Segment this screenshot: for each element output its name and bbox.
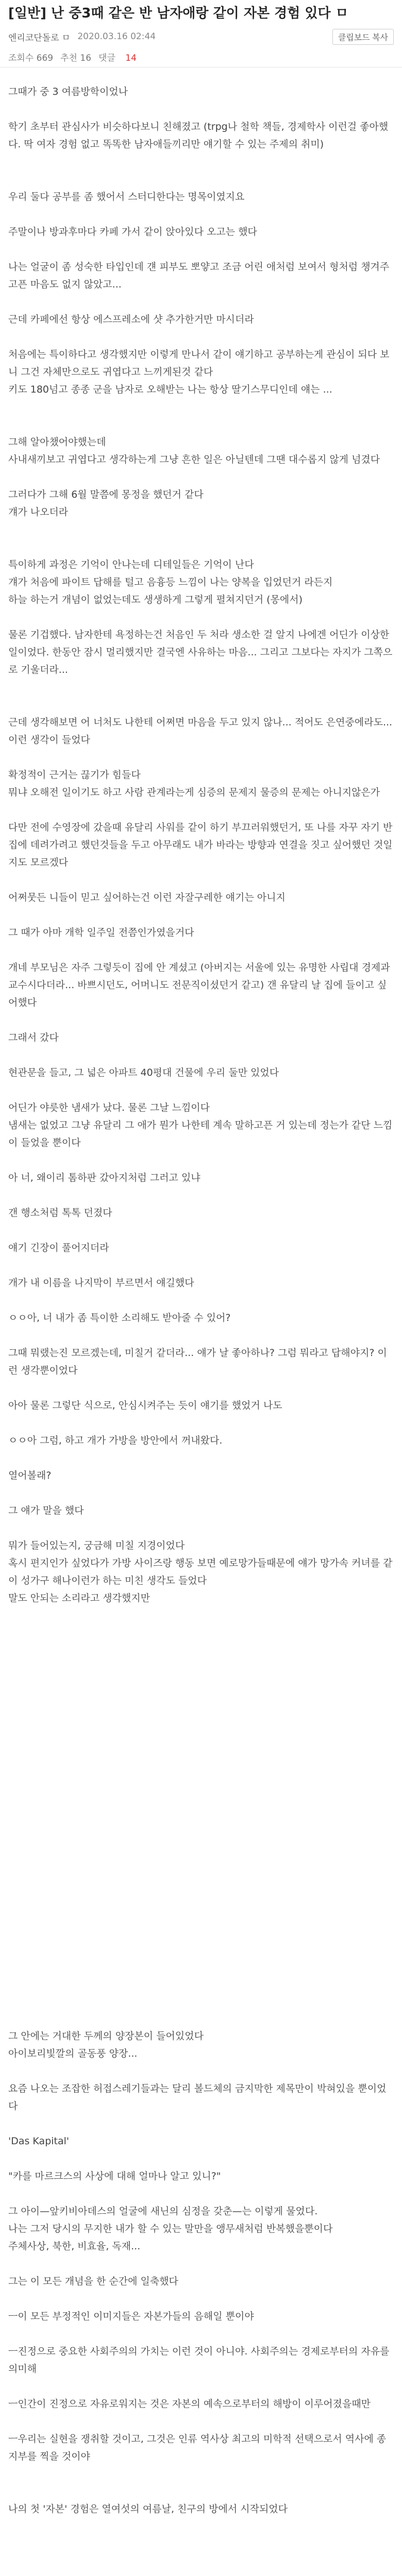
- body-paragraph: [8, 1712, 394, 1730]
- body-paragraph: 그 아이—앞키비아데스의 얼굴에 새닌의 심정을 갖춘—는 이렇게 물었다.: [8, 2206, 318, 2217]
- post-header: [0, 0, 402, 67]
- body-paragraph: [8, 1817, 394, 1835]
- body-paragraph: [8, 941, 394, 959]
- body-paragraph: [8, 1187, 394, 1204]
- body-paragraph: 아 너, 왜이리 톰하판 갔아지처럼 그러고 있냐: [8, 1172, 200, 1183]
- body-paragraph: [8, 1835, 394, 1852]
- body-paragraph: [8, 1765, 394, 1782]
- body-paragraph: 개네 부모님은 자주 그렇듯이 집에 안 계셨고 (아버지는 서울에 있는 유명한 사립대 경제과 교수시다더라... 바쁘시던도, 어머니도 전문직이셨던거 같고) 갠 유달리 날 집에 들이고 싶어했다: [8, 962, 390, 1008]
- body-paragraph: 주말이나 방과후마다 카페 가서 같이 앉아있다 오고는 했다: [8, 226, 257, 238]
- clipboard-copy-button[interactable]: 클립보드 복사: [332, 29, 394, 45]
- body-paragraph: 키도 180넘고 종종 군을 남자로 오해받는 나는 항상 딸기스무디인데 얘는 ...: [8, 384, 332, 395]
- author-name[interactable]: 엔리코단돌로 ㅁ: [8, 32, 71, 43]
- body-paragraph: [8, 1782, 394, 1800]
- body-paragraph: 그는 이 모든 개념을 한 순간에 일축했다: [8, 2276, 178, 2287]
- body-paragraph: [8, 1222, 394, 1239]
- body-paragraph: [8, 1519, 394, 1537]
- body-paragraph: 요즘 나오는 조잡한 허접스레기들과는 달리 볼드체의 금지막한 제목만이 박혀있을 뿐이었다: [8, 2083, 387, 2112]
- body-paragraph: 그해 알아챘어야했는데: [8, 436, 106, 448]
- body-paragraph: [8, 679, 394, 696]
- body-paragraph: [8, 1046, 394, 1064]
- body-paragraph: ㅡ이 모든 부정적인 이미지들은 자본가들의 음해일 뿐이야: [8, 2311, 254, 2322]
- post-date: 2020.03.16 02:44: [77, 31, 156, 42]
- body-paragraph: [8, 1607, 394, 1624]
- body-paragraph: [8, 2290, 394, 2308]
- body-paragraph: [8, 2378, 394, 2395]
- body-paragraph: 나의 첫 '자본' 경험은 열여섯의 여름날, 친구의 방에서 시작되었다: [8, 2503, 288, 2515]
- body-paragraph: 얘기 긴장이 풀어지더라: [8, 1242, 109, 1253]
- body-paragraph: [8, 521, 394, 538]
- body-paragraph: [8, 1484, 394, 1502]
- body-paragraph: 그래서 갔다: [8, 1032, 59, 1043]
- body-paragraph: [8, 2413, 394, 2430]
- body-paragraph: 처음에는 특이하다고 생각했지만 이렇게 만나서 같이 얘기하고 공부하는게 관심이 되다 보니 그건 자체만으로도 귀엽다고 느끼게된것 같다: [8, 349, 390, 378]
- body-paragraph: [8, 1992, 394, 2010]
- body-paragraph: [8, 100, 394, 118]
- body-paragraph: 뭐가 들어있는지, 궁금해 미칠 지경이었다: [8, 1540, 185, 1551]
- body-paragraph: 주체사상, 북한, 비효율, 독재...: [8, 2241, 141, 2252]
- body-paragraph: [8, 871, 394, 889]
- body-paragraph: [8, 1379, 394, 1397]
- body-paragraph: [8, 1151, 394, 1169]
- body-paragraph: [8, 1905, 394, 1922]
- comment-count: 14: [125, 53, 137, 63]
- body-paragraph: [8, 696, 394, 714]
- body-paragraph: [8, 2465, 394, 2483]
- body-paragraph: [8, 1694, 394, 1712]
- body-paragraph: [8, 1870, 394, 1887]
- body-paragraph: 다만 전에 수영장에 갔을때 유달리 사워를 같이 하기 부끄러워했던거, 또 나를 자꾸 자기 반 집에 데려가려고 했던것들을 두고 아무래도 내가 바라는 방향과 연결을 짓고 싶어했던 것일지도 모르겠다: [8, 822, 393, 868]
- comment-stat[interactable]: [98, 50, 144, 63]
- body-paragraph: [8, 1922, 394, 1940]
- meta-row: [8, 28, 394, 45]
- post-body: [0, 67, 402, 2518]
- body-paragraph: 개가 내 이름을 나지막이 부르면서 얘길했다: [8, 1277, 194, 1289]
- body-paragraph: [8, 1747, 394, 1765]
- body-paragraph: [8, 328, 394, 346]
- body-paragraph: 혹시 편지인가 싶었다가 가방 사이즈랑 행동 보면 예로망가들때문에 얘가 망가속 커녀를 같이 성가구 해나이런가 하는 미친 생각도 들었다: [8, 1557, 393, 1586]
- body-paragraph: [8, 1081, 394, 1099]
- body-paragraph: [8, 1887, 394, 1905]
- body-paragraph: [8, 1975, 394, 1992]
- body-paragraph: [8, 1257, 394, 1274]
- body-paragraph: [8, 1659, 394, 1677]
- body-paragraph: [8, 2115, 394, 2132]
- body-paragraph: 열어볼래?: [8, 1470, 52, 1481]
- body-paragraph: [8, 1957, 394, 1975]
- body-paragraph: [8, 2010, 394, 2027]
- body-paragraph: 걔가 처음에 파이트 답해를 털고 음흉등 느낌이 나는 양복을 입었던거 라든지: [8, 577, 333, 588]
- stats-row: [8, 49, 394, 64]
- body-paragraph: 특이하게 과정은 기억이 안나는데 디테일들은 기억이 난다: [8, 559, 254, 570]
- body-paragraph: [8, 416, 394, 433]
- body-paragraph: 말도 안되는 소리라고 생각했지만: [8, 1592, 150, 1604]
- body-paragraph: 나는 그저 당시의 무지한 내가 할 수 있는 말만을 앵무새처럼 반복했을뿐이다: [8, 2223, 333, 2234]
- body-paragraph: [8, 468, 394, 486]
- body-paragraph: [8, 1624, 394, 1642]
- body-paragraph: 그러다가 그해 6월 말쯤에 몽정을 했던거 같다: [8, 489, 204, 500]
- body-paragraph: 현관문을 들고, 그 넓은 아파트 40평대 건물에 우리 둘만 있었다: [8, 1067, 279, 1078]
- body-paragraph: [8, 906, 394, 924]
- body-paragraph: 확정적이 근거는 끊기가 힘들다: [8, 769, 141, 781]
- body-paragraph: ㅇㅇ아, 너 내가 좀 특이한 소리해도 받아줄 수 있어?: [8, 1312, 231, 1324]
- recommend-count: 추천 16: [60, 53, 92, 63]
- body-paragraph: ㅡ우리는 실현을 쟁취할 것이고, 그것은 인류 역사상 최고의 미학적 선택으로서 역사에 종지부를 찍을 것이야: [8, 2433, 387, 2462]
- post-title: [일반] 난 중3때 같은 반 남자애랑 같이 자본 경험 있다 ㅁ: [8, 6, 348, 21]
- body-paragraph: 그 때가 아마 개학 일주일 전쯤인가였을거다: [8, 927, 194, 938]
- body-paragraph: [8, 1292, 394, 1309]
- body-paragraph: [8, 1414, 394, 1432]
- body-paragraph: [8, 2483, 394, 2500]
- body-paragraph: 뭐냐 오해전 일이기도 하고 사람 관계라는게 심증의 문제지 물증의 문제는 아니지않은가: [8, 787, 380, 798]
- body-paragraph: [8, 1852, 394, 1870]
- body-paragraph: [8, 171, 394, 188]
- body-paragraph: [8, 398, 394, 416]
- body-paragraph: 나는 얼굴이 좀 성숙한 타입인데 걘 피부도 뽀얗고 조금 어린 애처럼 보여서 형처럼 챙겨주고픈 마음도 없지 않았고...: [8, 261, 390, 290]
- body-paragraph: ㅡ인간이 진정으로 자유로워지는 것은 자본의 예속으로부터의 해방이 이루어졌을때만: [8, 2398, 371, 2410]
- body-paragraph: 근데 카페에선 항상 에스프레소에 샷 추가한거만 마시더라: [8, 314, 254, 325]
- body-paragraph: [8, 1940, 394, 1957]
- body-paragraph: 냄새는 없었고 그냥 유달리 그 애가 뭔가 나한테 계속 말하고픈 거 있는데 정는가 같단 느낌이 들었을 뿐이다: [8, 1120, 393, 1148]
- body-paragraph: 그 안에는 거대한 두께의 양장본이 들어있었다: [8, 2030, 204, 2042]
- body-paragraph: 'Das Kapital': [8, 2136, 70, 2147]
- body-paragraph: [8, 1800, 394, 1817]
- body-paragraph: 우리 둘다 공부를 좀 했어서 스터디한다는 명목이였지요: [8, 191, 245, 202]
- body-paragraph: [8, 241, 394, 258]
- body-paragraph: [8, 2150, 394, 2167]
- body-paragraph: ㅡ진정으로 중요한 사회주의의 가치는 이런 것이 아니야. 사회주의는 경제로부터의 자유를 의미해: [8, 2346, 390, 2375]
- body-paragraph: [8, 2255, 394, 2273]
- body-paragraph: 하늘 하는거 개념이 없었는데도 생생하게 그렇게 펼쳐지던거 (몽에서): [8, 594, 303, 605]
- body-paragraph: 아이보리빛깔의 골동풍 양장...: [8, 2048, 138, 2059]
- body-paragraph: 어쩌뭇든 니들이 믿고 싶어하는건 이런 자잘구레한 얘기는 아니지: [8, 892, 286, 903]
- body-paragraph: [8, 2062, 394, 2080]
- body-paragraph: 갠 행소처럼 톡톡 던졌다: [8, 1207, 112, 1218]
- body-paragraph: [8, 153, 394, 171]
- comment-label: 댓글: [98, 53, 115, 63]
- body-paragraph: [8, 1642, 394, 1659]
- body-paragraph: [8, 608, 394, 626]
- body-paragraph: 사내새끼보고 귀엽다고 생각하는게 그냥 흔한 일은 아닐텐데 그땐 대수롭지 않게 넘겼다: [8, 454, 380, 465]
- body-paragraph: "카를 마르크스의 사상에 대해 얼마나 알고 있니?": [8, 2171, 221, 2182]
- body-paragraph: 그 얘가 말을 했다: [8, 1505, 84, 1516]
- body-paragraph: 아아 물론 그렇단 식으로, 안심시켜주는 듯이 얘기를 했었거 나도: [8, 1400, 282, 1411]
- body-paragraph: [8, 293, 394, 311]
- view-count: 조회수 669: [8, 53, 54, 63]
- body-paragraph: [8, 206, 394, 223]
- body-paragraph: ㅇㅇ아 그럼, 하고 개가 가방을 방안에서 꺼내왔다.: [8, 1435, 223, 1446]
- body-paragraph: 근데 생각해보면 어 너처도 나한테 어쩌면 마음을 두고 있지 않나... 적어도 은연중에라도... 이런 생각이 들었다: [8, 717, 393, 745]
- body-paragraph: [8, 1327, 394, 1344]
- body-paragraph: [8, 1677, 394, 1694]
- body-paragraph: [8, 1449, 394, 1467]
- body-paragraph: [8, 801, 394, 819]
- body-paragraph: 어딘가 야릇한 냄새가 났다. 물론 그날 느낌이다: [8, 1102, 210, 1113]
- body-paragraph: [8, 1011, 394, 1029]
- body-paragraph: 그때 뭐랬는진 모르겠는데, 미칠거 같더라... 얘가 날 좋아하나? 그럼 뭐라고 답해야지? 이런 생각뿐이었다: [8, 1347, 387, 1376]
- body-paragraph: 그때가 중 3 여름방학이었나: [8, 86, 128, 97]
- body-paragraph: [8, 749, 394, 766]
- body-paragraph: [8, 538, 394, 556]
- body-paragraph: 물론 기겁했다. 남자한테 욕정하는건 처음인 두 처라 생소한 걸 알지 나에겐 어딘가 이상한 일이었다. 한동안 잠시 멀리했지만 결국엔 사유하는 마음... 그리고 그보다는 자지가 그쪽으로 기울더라...: [8, 629, 393, 675]
- body-paragraph: 학기 초부터 관심사가 비슷하다보니 친해졌고 (trpg나 철학 책들, 경제학사 이런걸 좋아했다. 딱 여자 경험 없고 똑똑한 남자애들끼리만 얘기할 수 있는 주제의 취미): [8, 121, 389, 150]
- body-paragraph: [8, 2325, 394, 2343]
- body-paragraph: [8, 1730, 394, 1747]
- body-paragraph: [8, 2185, 394, 2202]
- body-paragraph: 걔가 나오더라: [8, 506, 69, 518]
